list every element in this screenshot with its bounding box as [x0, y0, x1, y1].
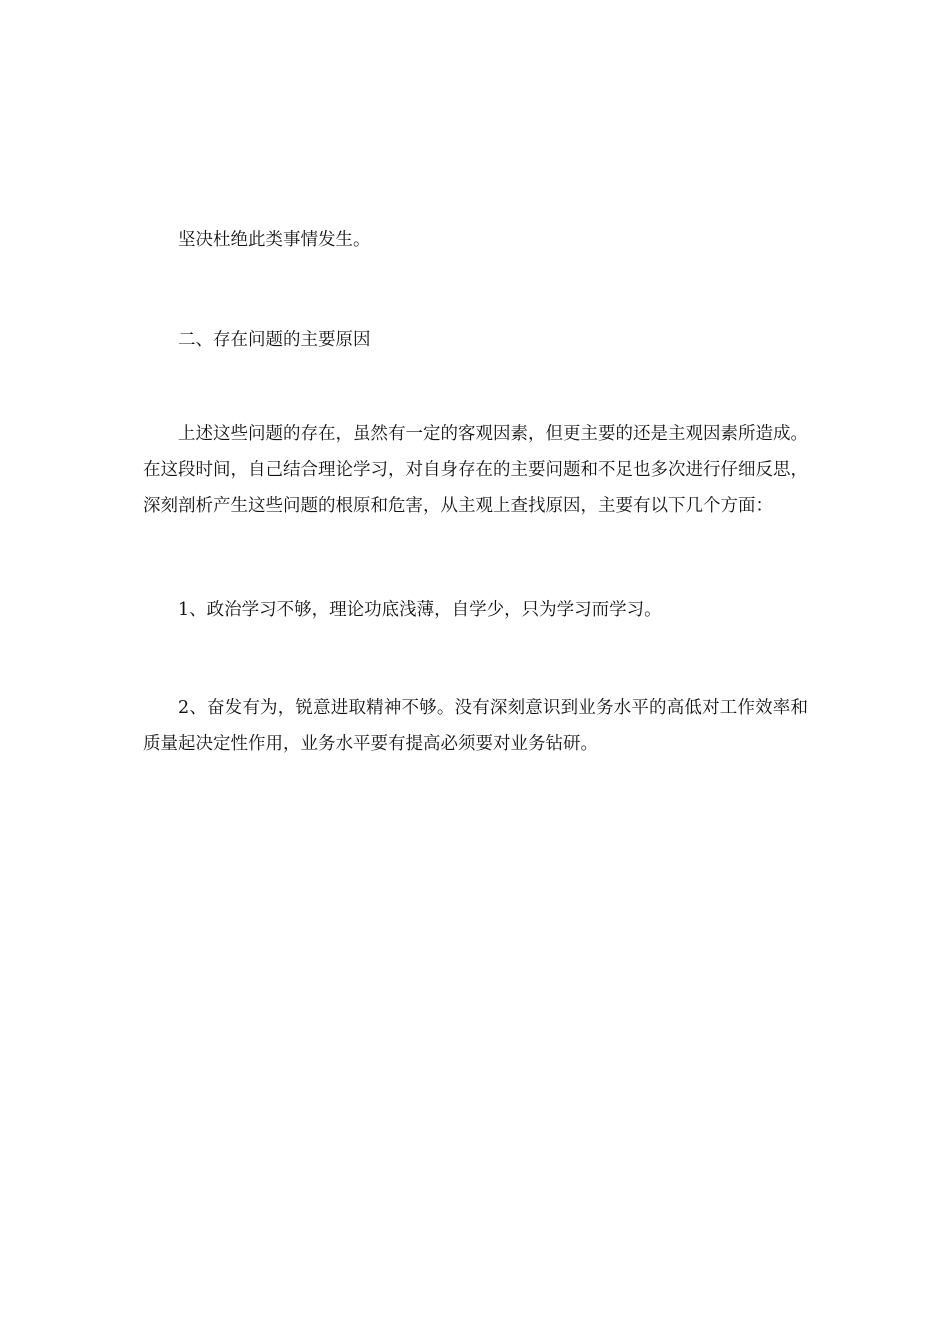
paragraph-closing-sentence: 坚决杜绝此类事情发生。	[178, 230, 371, 250]
document-body	[143, 222, 808, 762]
section-heading-main-causes: 二、存在问题的主要原因	[178, 330, 371, 350]
list-item-enterprising-spirit: 2、奋发有为，锐意进取精神不够。没有深刻意识到业务水平的高低对工作效率和质量起决定性作用，业务水平要有提高必须要对业务钻研。	[143, 698, 808, 754]
paragraph-cause-overview: 上述这些问题的存在，虽然有一定的客观因素，但更主要的还是主观因素所造成。在这段时间，自己结合理论学习，对自身存在的主要问题和不足也多次进行仔细反思，深刻剖析产生这些问题的根原和危害，从主观上查找原因，主要有以下几个方面：	[143, 424, 808, 516]
list-item-political-study: 1、政治学习不够，理论功底浅薄，自学少，只为学习而学习。	[178, 600, 662, 620]
